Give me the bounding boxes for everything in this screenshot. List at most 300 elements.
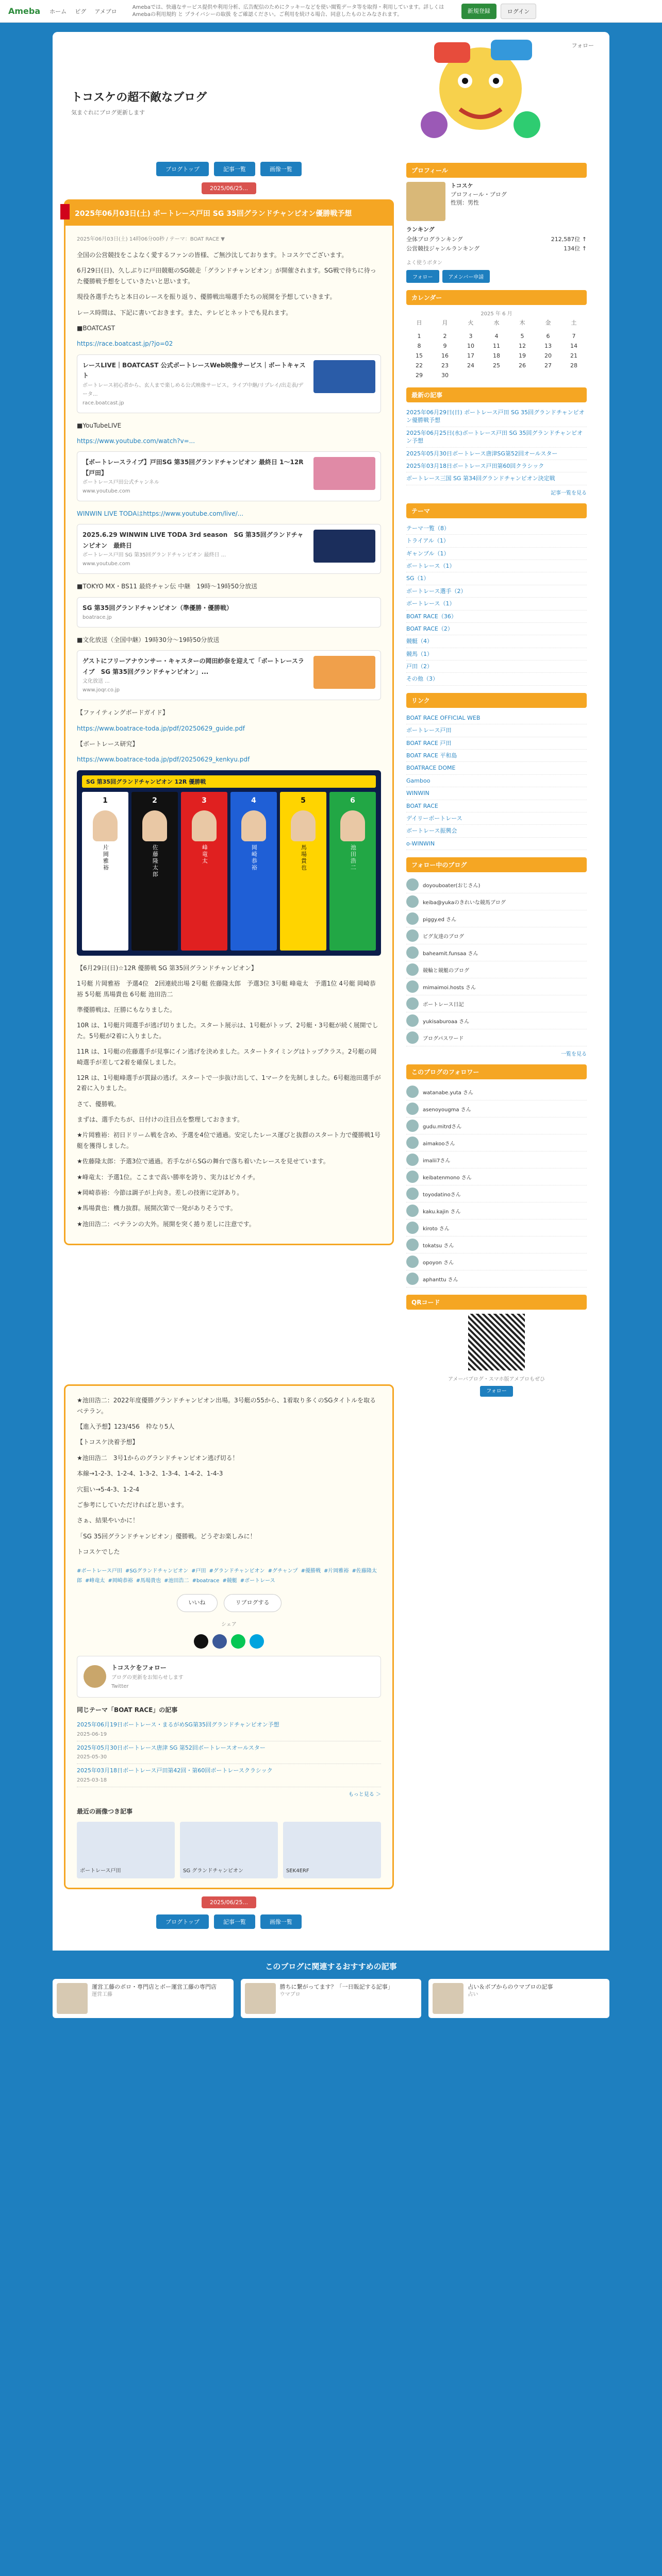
calendar	[406, 317, 587, 380]
paragraph: ★池田浩二 3号1からのグランドチャンピオン逃げ切る！	[77, 1454, 239, 1462]
racer-board-image	[77, 770, 381, 956]
image-list-button[interactable]: 画像一覧	[260, 162, 302, 176]
link-card-title: 【ボートレースライブ】戸田SG 第35回グランドチャンピオン 最終日 1〜12R【戸田】	[82, 459, 304, 477]
boat-label: 【ボートレース研究】	[77, 740, 139, 748]
reader-name: ピグ友達のブログ	[423, 934, 464, 940]
member-name: kaku.kajin さん	[423, 1209, 461, 1215]
theme-item[interactable]: ボートレース選手（2）	[406, 585, 587, 598]
calendar-day[interactable]: 14	[570, 343, 577, 350]
member-name: asenoyougma さん	[423, 1107, 471, 1113]
hashtag-link[interactable]: #グチャンプ	[268, 1568, 298, 1574]
profile-link[interactable]: プロフィール・ブログ	[451, 191, 507, 198]
profile-image[interactable]	[406, 182, 445, 221]
ranking-heading: ランキング	[406, 226, 435, 233]
image-list-button[interactable]: 画像一覧	[260, 1914, 302, 1929]
paragraph: ★池田浩二：ベテランの大外。展開を突く捲り差しに注意です。	[77, 1220, 255, 1228]
reblog-button[interactable]: リブログする	[224, 1594, 282, 1612]
link-card-thumbnail	[313, 656, 375, 689]
paragraph: ★岡崎恭裕：今節は調子が上向き。差しの技術に定評あり。	[77, 1189, 243, 1197]
nav-ameblo[interactable]: アメブロ	[94, 8, 117, 15]
calendar-weekday: 日	[416, 319, 422, 327]
calendar-day[interactable]: 1	[417, 333, 421, 340]
article-title[interactable]: 2025年06月03日(土) ボートレース戸田 SG 35回グランドチャンピオン優勝戦予想	[75, 210, 352, 218]
recommend-card[interactable]	[428, 1979, 609, 2018]
link-card[interactable]	[77, 451, 381, 501]
recommend-card[interactable]	[53, 1979, 234, 2018]
reader-more-link[interactable]: 一覧を見る	[561, 1052, 587, 1058]
link-card-title: ゲストにフリーアナウンサー・キャスターの岡田紗奈を迎えて「ボートレースライブ SG 第35回グランドチャンピオン」...	[82, 657, 304, 675]
calendar-day[interactable]: 9	[443, 343, 447, 350]
theme-item[interactable]: ボートレース（1）	[406, 598, 587, 610]
hashtag-link[interactable]: #片岡雅裕	[324, 1568, 349, 1574]
ranking-label[interactable]: 全体ブログランキング	[406, 235, 463, 243]
calendar-day[interactable]: 3	[469, 333, 473, 340]
racer-list	[82, 792, 376, 951]
racer-number: 6	[350, 796, 355, 805]
x-share-icon[interactable]	[194, 1634, 208, 1649]
reader-item[interactable]	[406, 876, 587, 893]
avatar	[406, 980, 419, 993]
link-item[interactable]: BOAT RACE 戸田	[406, 737, 587, 750]
member-item[interactable]	[406, 1151, 587, 1168]
latest-image-articles	[77, 1806, 381, 1878]
paragraph: 本線→1-2-3、1-2-4、1-3-2、1-3-4、1-4-2、1-4-3	[77, 1470, 223, 1478]
member-item[interactable]	[406, 1185, 587, 1202]
like-button[interactable]: いいね	[177, 1594, 218, 1612]
calendar-heading: カレンダー	[406, 290, 587, 305]
recommend-text	[468, 1983, 553, 2014]
racer-card	[181, 792, 227, 951]
calendar-day[interactable]: 7	[572, 333, 576, 340]
calendar-day[interactable]: 27	[544, 362, 552, 369]
calendar-day[interactable]: 19	[519, 352, 526, 360]
paragraph: トコスケでした	[77, 1548, 120, 1556]
member-item[interactable]	[406, 1253, 587, 1270]
ranking-label[interactable]: 公営競技ジャンルランキング	[406, 245, 480, 252]
link-card-title: 2025.6.29 WINWIN LIVE TODA 3rd season SG 第35回グランドチャンピオン 最終日	[82, 531, 304, 549]
member-item[interactable]	[406, 1202, 587, 1219]
link-card-thumbnail	[313, 360, 375, 393]
top-nav	[49, 7, 123, 15]
reactions	[77, 1594, 381, 1612]
profile-name[interactable]: トコスケ	[451, 182, 473, 189]
recommend-source: ウマブロ	[279, 1991, 301, 1997]
racer-card	[280, 792, 326, 951]
latest-post-item[interactable]: ボートレース三国 SG 第34回グランドチャンピオン決定戦	[406, 472, 587, 485]
link-item[interactable]: ボートレース戸田	[406, 724, 587, 737]
latest-post-item[interactable]: 2025年05月30日ボートレース唐津SG第52回オールスター	[406, 448, 587, 460]
calendar-week	[406, 331, 587, 341]
related-more-link[interactable]: もっと見る ＞	[348, 1792, 381, 1798]
top-bar	[0, 0, 662, 23]
paragraph: 【進入予想】123/456 枠なり5人	[77, 1422, 175, 1430]
blog-title[interactable]: トコスケの超不敵なブログ	[71, 91, 207, 104]
racer-number: 4	[251, 796, 256, 805]
member-item[interactable]	[406, 1270, 587, 1287]
theme-item[interactable]: ギャンブル（1）	[406, 548, 587, 560]
recommend-title: 占い＆ボブからのウマブロの記事	[468, 1984, 553, 1991]
reader-name: ブログパスワード	[423, 1036, 464, 1042]
sidebar	[406, 156, 587, 1935]
article-list-button[interactable]: 記事一覧	[214, 1914, 255, 1929]
latest-image-card[interactable]: ボートレース戸田	[77, 1822, 175, 1878]
avatar	[406, 1188, 419, 1200]
calendar-day[interactable]: 28	[570, 362, 577, 369]
calendar-day[interactable]: 2	[443, 333, 447, 340]
reader-name: ボートレース日記	[423, 1002, 464, 1008]
theme-item[interactable]: SG（1）	[406, 572, 587, 585]
follow-button-bottom[interactable]: フォロー	[480, 1386, 513, 1397]
boatcast-link[interactable]: https://race.boatcast.jp/?jo=02	[77, 340, 173, 348]
calendar-day[interactable]: 17	[467, 352, 474, 360]
nav-pigg[interactable]: ピグ	[75, 8, 87, 15]
recommend-thumbnail	[57, 1983, 88, 2014]
recommend-heading: このブログに関連するおすすめの記事	[265, 1962, 397, 1972]
calendar-weekday: 水	[493, 319, 500, 327]
page-gap	[64, 1245, 394, 1379]
reader-name: piggy.ed さん	[423, 917, 457, 923]
recommend-source: 運営工藤	[92, 1991, 112, 1997]
cookie-notice: Amebaでは、快適なサービス提供や利用分析、広告配信のためにクッキーなどを使い閲覧データ等を取得・利用しています。詳しくは Amebaの利用規約 と プライバシーの取扱 をご確認ください。ご利用を続ける場合、同意したものとみなされます。	[132, 5, 444, 18]
latest-post-item[interactable]: 2025年06月25日(水)ボートレース戸田 SG 35回グランドチャンピオン予想	[406, 427, 587, 448]
boat-link[interactable]: https://www.boatrace-toda.jp/pdf/20250629_kenkyu.pdf	[77, 756, 250, 764]
youtube-label: ■YouTubeLIVE	[77, 421, 122, 429]
calendar-day[interactable]: 13	[544, 343, 552, 350]
avatar	[406, 1273, 419, 1285]
racer-number: 3	[202, 796, 207, 805]
recommend-text	[92, 1983, 217, 2014]
link-item[interactable]: BOAT RACE 平和島	[406, 750, 587, 762]
hatena-share-icon[interactable]	[250, 1634, 264, 1649]
nav-home[interactable]: ホーム	[49, 8, 67, 15]
racer-photo	[192, 810, 217, 841]
link-item[interactable]: BOAT RACE	[406, 800, 587, 812]
related-item[interactable]: 2025年03月18日ボートレース戸田第42回・第60回ボートレースクラシック 2025-03-18	[77, 1764, 381, 1787]
article-header	[65, 201, 392, 226]
calendar-day[interactable]: 12	[519, 343, 526, 350]
theme-heading: テーマ	[406, 503, 587, 518]
recommend-thumbnail	[433, 1983, 464, 2014]
boatcast-label: ■BOATCAST	[77, 324, 115, 332]
racer-photo	[241, 810, 266, 841]
avatar	[406, 1014, 419, 1027]
calendar-day[interactable]: 18	[493, 352, 500, 360]
latest-more-link[interactable]: 記事一覧を見る	[551, 490, 587, 496]
racer-name: 峰竜太	[201, 844, 208, 865]
calendar-day[interactable]: 24	[467, 362, 474, 369]
hashtag-link[interactable]: #戸田	[191, 1568, 206, 1574]
related-item[interactable]: 2025年05月30日ボートレース唐津 SG 第52回ボートレースオールスター 2025-05-30	[77, 1741, 381, 1765]
blog-description: 気まぐれにブログ更新します	[71, 109, 145, 116]
paragraph: ★片岡雅裕：初日ドリーム戦を含め、予選を4位で通過。安定したレース運びと抜群のスタート力で優勝戦1号艇を獲得しました。	[77, 1131, 380, 1149]
recommend-text	[280, 1983, 393, 2014]
theme-item[interactable]: BOAT RACE（36）	[406, 611, 587, 623]
latest-image-card[interactable]: SEK4ERF	[283, 1822, 381, 1878]
recommend-card[interactable]	[241, 1979, 422, 2018]
racer-number: 1	[103, 796, 108, 805]
register-button[interactable]: 新規登録	[461, 4, 496, 19]
hashtag-link[interactable]: #佐藤隆太郎	[77, 1568, 377, 1584]
member-name: toyodatinoさん	[423, 1192, 461, 1198]
article-continued	[64, 1384, 394, 1889]
paragraph: ★馬場貴也：機力抜群。展開次第で一発がありそうです。	[77, 1205, 237, 1212]
paragraph: 1号艇 片岡雅裕 予選4位 2回連続出場 2号艇 佐藤隆太郎 予選3位 3号艇 峰竜太 予選1位 4号艇 岡崎恭裕 5号艇 馬場貴也 6号艇 池田浩二	[77, 980, 376, 998]
link-card[interactable]	[77, 650, 381, 700]
theme-item[interactable]: 競艇（4）	[406, 635, 587, 648]
calendar-weekday: 月	[442, 319, 448, 327]
line-share-icon[interactable]	[231, 1634, 245, 1649]
article-body-more	[77, 963, 381, 1229]
calendar-day[interactable]: 8	[417, 343, 421, 350]
member-item[interactable]	[406, 1219, 587, 1236]
link-card-site: www.youtube.com	[82, 561, 130, 567]
hashtag-link[interactable]: #岡崎恭裕	[108, 1578, 133, 1584]
guide-label: 【ファイティングボードガイド】	[77, 709, 169, 717]
paragraph: 【トコスケ決着予想】	[77, 1438, 139, 1446]
ameba-logo[interactable]: Ameba	[8, 6, 41, 16]
article-body	[65, 226, 392, 1244]
latest-post-item[interactable]: 2025年03月18日ボートレース戸田第60回クラシック	[406, 460, 587, 472]
paragraph: 11R は、1号艇の佐藤選手が見事にイン逃げを決めました。スタートタイミングはトップクラス。2号艇の岡崎選手が差して2着を確保しました。	[77, 1048, 377, 1066]
recommend-source: 占い	[468, 1991, 478, 1997]
recommend-title: 勝ちに繋がってます？「一日販記する記事」	[279, 1984, 393, 1991]
calendar-day[interactable]: 26	[519, 362, 526, 369]
theme-item[interactable]: 競馬（1）	[406, 648, 587, 660]
link-item[interactable]: Gamboo	[406, 775, 587, 787]
follow-card-name: トコスケをフォロー	[111, 1664, 167, 1672]
reader-name: mimaimoi.hosts さん	[423, 985, 476, 991]
avatar	[406, 963, 419, 976]
latest-post-item[interactable]: 2025年06月29日(日) ボートレース戸田 SG 35回グランドチャンピオン優勝戦予想	[406, 406, 587, 427]
prev-article-button[interactable]: 2025/06/25...	[202, 182, 256, 194]
link-item[interactable]: デイリーボートレース	[406, 812, 587, 825]
ribbon-icon	[60, 204, 70, 219]
racer-photo	[291, 810, 316, 841]
link-item[interactable]: ボートレース振興会	[406, 825, 587, 837]
article-meta: 2025年06月03日(土) 14時06分00秒 / テーマ：BOAT RACE ▼	[77, 236, 225, 242]
profile-sex: 性別：男性	[451, 199, 479, 206]
member-name: kiroto さん	[423, 1226, 450, 1232]
member-item[interactable]	[406, 1134, 587, 1151]
racer-name: 佐藤隆太郎	[152, 844, 159, 878]
racer-name: 岡崎恭裕	[251, 844, 258, 871]
theme-list	[406, 522, 587, 686]
calendar-day[interactable]: 29	[416, 372, 423, 379]
link-card-title: SG 第35回グランドチャンピオン（準優勝・優勝戦）	[82, 604, 233, 612]
member-name: opoyon さん	[423, 1260, 454, 1266]
header-follow-link[interactable]: フォロー	[571, 42, 594, 49]
paragraph: 12R は、1号艇峰選手が貫録の逃げ。スタートで一歩抜け出して、1マークを先制しました。6号艇池田選手が2着に入りました。	[77, 1074, 381, 1092]
hashtag-link[interactable]: #池田浩二	[164, 1578, 189, 1584]
amember-button[interactable]: アメンバー申請	[442, 270, 490, 283]
member-list	[406, 1083, 587, 1287]
paragraph: 「SG 35回グランドチャンピオン」優勝戦。どうぞお楽しみに！	[77, 1532, 256, 1540]
theme-item[interactable]: 戸田（2）	[406, 660, 587, 673]
calendar-day[interactable]: 22	[416, 362, 423, 369]
qr-code	[468, 1314, 525, 1370]
calendar-day[interactable]: 16	[441, 352, 449, 360]
calendar-day[interactable]: 21	[570, 352, 577, 360]
calendar-day[interactable]: 20	[544, 352, 552, 360]
calendar-week	[406, 351, 587, 361]
hashtag-link[interactable]: #ボートレース戸田	[77, 1568, 122, 1574]
avatar	[84, 1665, 106, 1688]
related-date: 2025-05-30	[77, 1754, 107, 1760]
paragraph: レース時間は、下記に書いておきます。また、テレビとネットでも見れます。	[77, 309, 292, 316]
hashtag-link[interactable]: #峰竜太	[85, 1578, 105, 1584]
tokyo-mx-label: ■TOKYO MX・BS11 最終チャン伝 中継 19時〜19時50分放送	[77, 583, 258, 590]
calendar-day[interactable]: 23	[441, 362, 449, 369]
blog-top-button[interactable]: ブログトップ	[156, 1914, 209, 1929]
reader-item[interactable]	[406, 927, 587, 944]
blog-top-button[interactable]: ブログトップ	[156, 162, 209, 176]
follow-card-desc: ブログの更新をお知らせします	[111, 1674, 184, 1681]
member-item[interactable]	[406, 1117, 587, 1134]
link-card-site: www.joqr.co.jp	[82, 687, 120, 693]
bookmark-label: よく使うボタン	[406, 260, 442, 266]
link-card-title: レースLIVE｜BOATCAST 公式ボートレースWeb映像サービス｜ボートキャスト	[82, 361, 306, 380]
link-card[interactable]	[77, 354, 381, 413]
calendar-week	[406, 370, 587, 380]
link-card-desc: ボートレース戸田 SG 第35回グランドチャンピオン 最終日 ...	[82, 552, 226, 558]
latest-heading: 最近の画像つき記事	[77, 1808, 133, 1816]
calendar-day[interactable]: 15	[416, 352, 423, 360]
paragraph: 【6月29日(日)☆12R 優勝戦 SG 第35回グランドチャンピオン】	[77, 964, 257, 972]
member-name: gudu.mitrdさん	[423, 1124, 462, 1130]
calendar-day[interactable]: 10	[467, 343, 474, 350]
link-item[interactable]: WINWIN	[406, 787, 587, 800]
recommend-title: 運営工藤のボロ・専門店とボー運営工藤の専門店	[92, 1984, 217, 1991]
member-item[interactable]	[406, 1083, 587, 1100]
reader-item[interactable]	[406, 910, 587, 927]
twitter-link[interactable]: Twitter	[111, 1683, 129, 1689]
profile-heading: プロフィール	[406, 163, 587, 178]
follow-card[interactable]	[77, 1656, 381, 1697]
bunka-label: ■文化放送（全国中継）19時30分〜19時50分放送	[77, 636, 220, 644]
racer-photo	[93, 810, 118, 841]
link-card-desc: ボートレース戸田公式チャンネル	[82, 480, 159, 486]
calendar-day[interactable]: 5	[520, 333, 524, 340]
paragraph: 現役各選手たちと本日のレースを振り返り、優勝戦出場選手たちの展開を予想していきます。	[77, 293, 336, 301]
racer-name: 池田浩二	[350, 844, 357, 871]
theme-item[interactable]: トライアル（1）	[406, 535, 587, 547]
reader-name: doyouboater(おじさん)	[423, 883, 481, 889]
facebook-share-icon[interactable]	[212, 1634, 227, 1649]
prev-article-button-bottom[interactable]: 2025/06/25...	[202, 1896, 256, 1908]
reader-item[interactable]	[406, 995, 587, 1012]
avatar	[406, 1103, 419, 1115]
theme-item[interactable]: ボートレース（1）	[406, 560, 587, 572]
link-card-site: www.youtube.com	[82, 488, 130, 495]
follow-button[interactable]: フォロー	[406, 270, 439, 283]
avatar	[406, 1205, 419, 1217]
reader-item[interactable]	[406, 1029, 587, 1046]
link-item[interactable]: o-WINWIN	[406, 838, 587, 850]
related-heading: 同じテーマ「BOAT RACE」の記事	[77, 1706, 178, 1714]
avatar	[406, 997, 419, 1010]
avatar	[406, 912, 419, 925]
hashtag-link[interactable]: #優勝戦	[301, 1568, 321, 1574]
avatar	[406, 1239, 419, 1251]
member-name: imalii7さん	[423, 1158, 451, 1164]
paragraph: 6月29日(日)、久しぶりに戸田競艇のSG競走「グランドチャンピオン」が開催されます。SG戦で待ちに待った優勝戦予想をしていきたいと思います。	[77, 267, 376, 285]
link-card-thumbnail	[313, 457, 375, 490]
hashtag-link[interactable]: #グランドチャンピオン	[209, 1568, 265, 1574]
theme-item[interactable]: その他（3）	[406, 673, 587, 685]
article	[64, 199, 394, 1245]
link-card[interactable]	[77, 597, 381, 628]
hashtag-link[interactable]: #boatrace	[192, 1578, 220, 1584]
hashtag-link[interactable]: #ボートレース	[240, 1578, 275, 1584]
related-item[interactable]: 2025年06月19日ボートレース・まるがめSG第35回グランドチャンピオン予想 2025-06-19	[77, 1718, 381, 1741]
reader-name: baheamit.funsaa さん	[423, 951, 478, 957]
related-articles	[77, 1705, 381, 1799]
member-item[interactable]	[406, 1168, 587, 1185]
reader-list	[406, 876, 587, 1046]
hashtag-link[interactable]: #馬場貴也	[136, 1578, 161, 1584]
member-item[interactable]	[406, 1100, 587, 1117]
paragraph: ★佐藤隆太郎：予選3位で通過。若手ながらSGの舞台で落ち着いたレースを見せています。	[77, 1158, 329, 1165]
reader-item[interactable]	[406, 978, 587, 995]
related-date: 2025-06-19	[77, 1731, 107, 1737]
login-button[interactable]: ログイン	[501, 4, 536, 19]
hashtag-link[interactable]: #競艇	[222, 1578, 237, 1584]
calendar-day[interactable]: 30	[441, 372, 449, 379]
profile-block	[406, 182, 587, 221]
avatar	[406, 1137, 419, 1149]
racer-number: 5	[301, 796, 306, 805]
reader-item[interactable]	[406, 944, 587, 961]
recommend-thumbnail	[245, 1983, 276, 2014]
calendar-day[interactable]: 25	[493, 362, 500, 369]
winwin-link[interactable]: WINWIN LIVE TODAはhttps://www.youtube.com/live/...	[77, 510, 244, 518]
avatar	[406, 929, 419, 942]
avatar	[406, 1154, 419, 1166]
calendar-week	[406, 341, 587, 351]
guide-link[interactable]: https://www.boatrace-toda.jp/pdf/20250629_guide.pdf	[77, 724, 245, 732]
calendar-day[interactable]: 11	[493, 343, 500, 350]
avatar	[406, 1171, 419, 1183]
link-item[interactable]: BOATRACE DOME	[406, 762, 587, 774]
blog-nav-bottom	[64, 1914, 394, 1929]
reader-item[interactable]	[406, 961, 587, 978]
share-label: シェア	[221, 1622, 237, 1628]
calendar-day	[509, 370, 535, 380]
theme-item[interactable]: BOAT RACE（2）	[406, 623, 587, 635]
avatar	[406, 1256, 419, 1268]
member-name: tokatsu さん	[423, 1243, 454, 1249]
member-name: keibatenmono さん	[423, 1175, 472, 1181]
calendar-day	[484, 370, 509, 380]
main-column	[64, 156, 394, 1935]
reader-heading: フォロー中のブログ	[406, 857, 587, 872]
article-list-button[interactable]: 記事一覧	[214, 162, 255, 176]
hashtag-link[interactable]: #SGグランドチャンピオン	[125, 1568, 189, 1574]
reader-item[interactable]	[406, 893, 587, 910]
latest-image-card[interactable]: SG グランドチャンピオン	[180, 1822, 278, 1878]
member-item[interactable]	[406, 1236, 587, 1253]
reader-item[interactable]	[406, 1012, 587, 1029]
link-card[interactable]	[77, 524, 381, 574]
latest-posts-heading: 最新の記事	[406, 387, 587, 402]
calendar-week	[406, 361, 587, 370]
calendar-day[interactable]: 6	[546, 333, 550, 340]
calendar-day[interactable]: 4	[494, 333, 499, 340]
recommend-section	[53, 1951, 609, 2028]
link-item[interactable]: BOAT RACE OFFICIAL WEB	[406, 712, 587, 724]
youtube-link[interactable]: https://www.youtube.com/watch?v=...	[77, 437, 195, 445]
theme-item[interactable]: テーマ一覧（8）	[406, 522, 587, 535]
